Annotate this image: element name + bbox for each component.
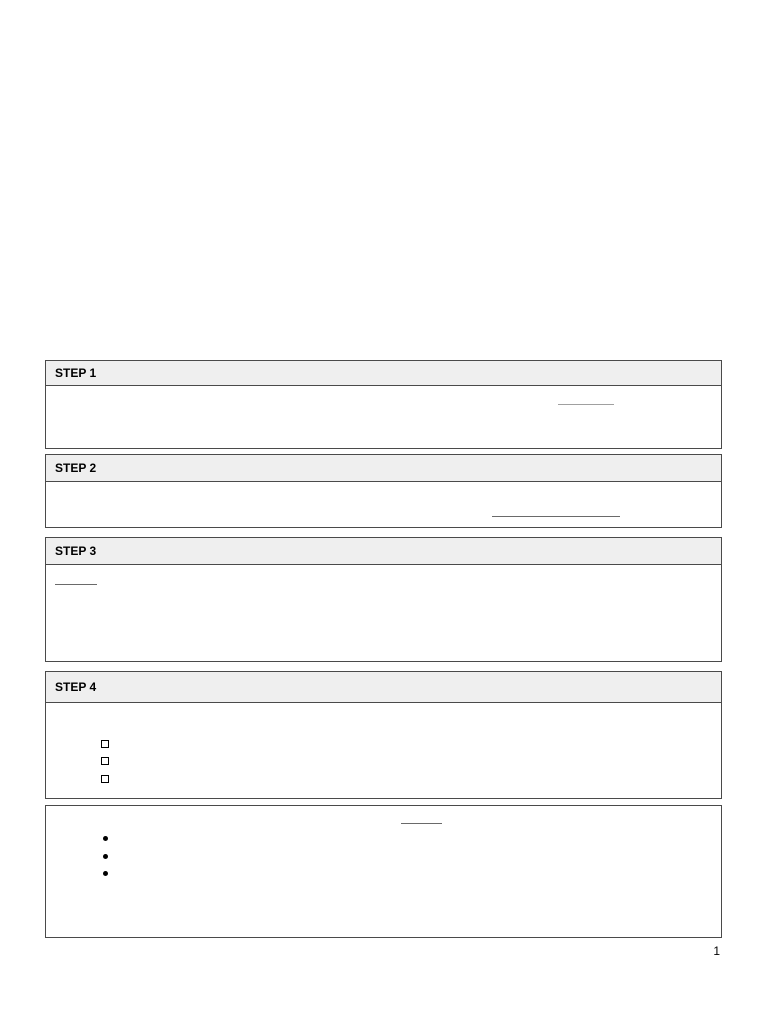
step-4-section [45,671,722,799]
step-4-title: STEP 4 [55,680,97,694]
step-4-checkbox-3[interactable] [101,775,109,783]
step-4-header [46,672,721,703]
step-2-body [46,482,721,527]
step-4-checkbox-1[interactable] [101,740,109,748]
notes-bullet-3 [103,871,108,876]
notes-blank-line [401,823,442,824]
step-1-body [46,386,721,448]
step-1-blank-line [558,404,614,405]
step-2-header [46,455,721,482]
step-2-blank-line [492,516,620,517]
step-3-header [46,538,721,565]
page-number: 1 [713,944,720,958]
step-3-section [45,537,722,662]
step-3-blank-line [55,584,97,585]
step-1-header [46,361,721,386]
notes-bullet-1 [103,836,108,841]
step-4-checkbox-2[interactable] [101,757,109,765]
step-1-section [45,360,722,449]
step-1-title: STEP 1 [55,366,97,380]
step-2-title: STEP 2 [55,461,97,475]
step-3-title: STEP 3 [55,544,97,558]
notes-section [45,805,722,938]
notes-bullet-2 [103,854,108,859]
step-4-body [46,703,721,798]
step-2-section [45,454,722,528]
step-3-body [46,565,721,661]
